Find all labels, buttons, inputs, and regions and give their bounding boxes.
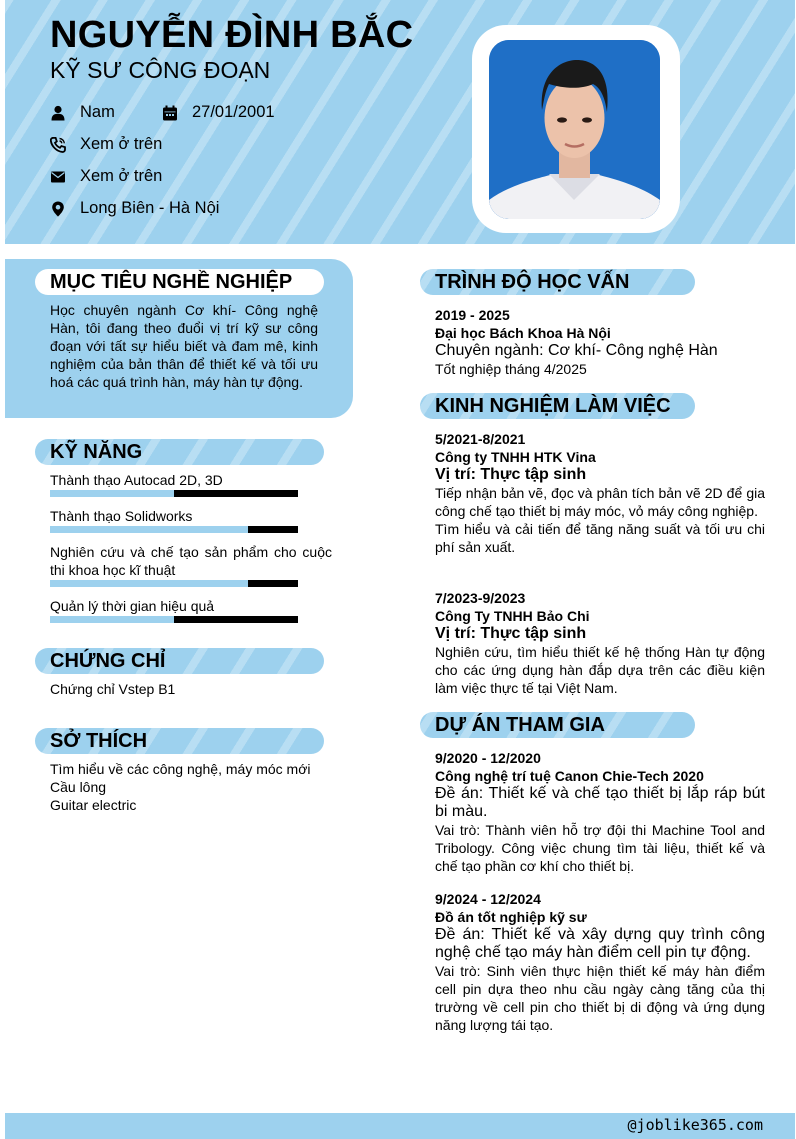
photo-frame	[472, 25, 680, 233]
header	[5, 0, 795, 244]
user-icon	[50, 105, 66, 121]
experience-description: Tìm hiểu và cải tiến để tăng năng suất và tối ưu chi phí sản xuất.	[435, 521, 765, 555]
experience-company: Công Ty TNHH Bảo Chi	[435, 608, 590, 624]
skill-bar	[50, 526, 298, 533]
project-topic: Đề án: Thiết kế và chế tạo thiết bị lắp ráp bút bi màu.	[435, 785, 765, 820]
birthdate-value: 27/01/2001	[192, 103, 275, 121]
address-row	[50, 199, 219, 218]
hobbies-title: SỞ THÍCH	[35, 728, 324, 754]
birthdate-row	[162, 103, 275, 122]
experience-company: Công ty TNHH HTK Vina	[435, 449, 596, 465]
certificate-item: Chứng chỉ Vstep B1	[50, 681, 176, 697]
phone-value: Xem ở trên	[80, 135, 163, 153]
experience-period: 7/2023-9/2023	[435, 590, 526, 606]
project-role: Vai trò: Thành viên hỗ trợ đội thi Machine Tool and Tribology. Công việc chung tìm tài liệu, thiết kế và chế tạo phần cơ khí cho thiết bị.	[435, 822, 765, 874]
hobby-item: Guitar electric	[50, 797, 137, 813]
education-period: 2019 - 2025	[435, 307, 510, 323]
skill-label: Nghiên cứu và chế tạo sản phẩm cho cuộc thi khoa học kĩ thuật	[50, 544, 332, 578]
experience-entry	[435, 430, 765, 556]
address-value: Long Biên - Hà Nội	[80, 199, 220, 217]
hobby-item: Cầu lông	[50, 779, 107, 795]
candidate-role: KỸ SƯ CÔNG ĐOẠN	[50, 57, 271, 83]
candidate-name: NGUYỄN ĐÌNH BẮC	[50, 14, 414, 56]
calendar-icon	[162, 105, 178, 121]
skill-bar	[50, 490, 298, 497]
projects-title: DỰ ÁN THAM GIA	[420, 712, 695, 738]
project-entry	[435, 749, 765, 875]
footer-website: @joblike365.com	[627, 1116, 763, 1134]
experience-entry	[435, 589, 765, 697]
experience-position: Vị trí: Thực tập sinh	[435, 625, 587, 642]
hobby-item: Tìm hiểu về các công nghệ, máy móc mới	[50, 761, 311, 777]
project-entry	[435, 890, 765, 1034]
gender-row	[50, 103, 115, 122]
skill-label: Thành thạo Autocad 2D, 3D	[50, 472, 223, 488]
phone-row	[50, 135, 162, 154]
footer	[5, 1113, 795, 1139]
education-major: Chuyên ngành: Cơ khí- Công nghệ Hàn	[435, 342, 718, 359]
map-pin-icon	[50, 201, 66, 217]
experience-description: Tiếp nhận bản vẽ, đọc và phân tích bản vẽ 2D để gia công chế tạo thiết bị máy móc, vỏ máy công nghiệp.	[435, 485, 765, 519]
skill-level-fill	[50, 526, 248, 533]
education-graduation: Tốt nghiệp tháng 4/2025	[435, 361, 587, 377]
experience-period: 5/2021-8/2021	[435, 431, 526, 447]
skill-bar	[50, 580, 298, 587]
project-name: Đồ án tốt nghiệp kỹ sư	[435, 909, 587, 925]
portrait-image	[489, 40, 660, 219]
project-role: Vai trò: Sinh viên thực hiện thiết kế máy hàn điểm cell pin dựa theo nhu cầu ngày càng tăng của thị trường về cell pin cho thiết bị di động và ứng dụng năng lượng tái tạo.	[435, 963, 765, 1033]
education-school: Đại học Bách Khoa Hà Nội	[435, 325, 611, 341]
envelope-icon	[50, 169, 66, 185]
certificates-title: CHỨNG CHỈ	[35, 648, 324, 674]
skills-title: KỸ NĂNG	[35, 439, 324, 465]
phone-icon	[50, 137, 66, 153]
project-period: 9/2024 - 12/2024	[435, 891, 541, 907]
email-value: Xem ở trên	[80, 167, 163, 185]
skill-level-fill	[50, 616, 174, 623]
project-name: Công nghệ trí tuệ Canon Chie-Tech 2020	[435, 768, 704, 784]
experience-description: Nghiên cứu, tìm hiểu thiết kế hệ thống Hàn tự động cho các ứng dụng hàn đắp dựa trên các điều kiện làm việc thực tế tại Việt Nam.	[435, 644, 765, 696]
skill-level-fill	[50, 580, 248, 587]
objective-title: MỤC TIÊU NGHỀ NGHIỆP	[35, 269, 324, 295]
project-period: 9/2020 - 12/2020	[435, 750, 541, 766]
profile-photo	[489, 40, 660, 219]
gender-value: Nam	[80, 103, 115, 121]
experience-title: KINH NGHIỆM LÀM VIỆC	[420, 393, 695, 419]
objective-text: Học chuyên ngành Cơ khí- Công nghệ Hàn, tôi đang theo đuổi vị trí kỹ sư công đoạn với tất sự hiểu biết và đam mê, kinh nghiệm của bản thân để thiết kế và tối ưu hoá các quá trình hàn, máy hàn tự động.	[50, 302, 318, 390]
skill-label: Thành thạo Solidworks	[50, 508, 193, 524]
skill-bar	[50, 616, 298, 623]
email-row	[50, 167, 162, 186]
project-topic: Đề án: Thiết kế và xây dựng quy trình công nghệ chế tạo máy hàn điểm cell pin tự động.	[435, 926, 765, 961]
education-title: TRÌNH ĐỘ HỌC VẤN	[420, 269, 695, 295]
experience-position: Vị trí: Thực tập sinh	[435, 466, 587, 483]
skill-level-fill	[50, 490, 174, 497]
skill-label: Quản lý thời gian hiệu quả	[50, 598, 215, 614]
education-entry	[435, 306, 765, 378]
